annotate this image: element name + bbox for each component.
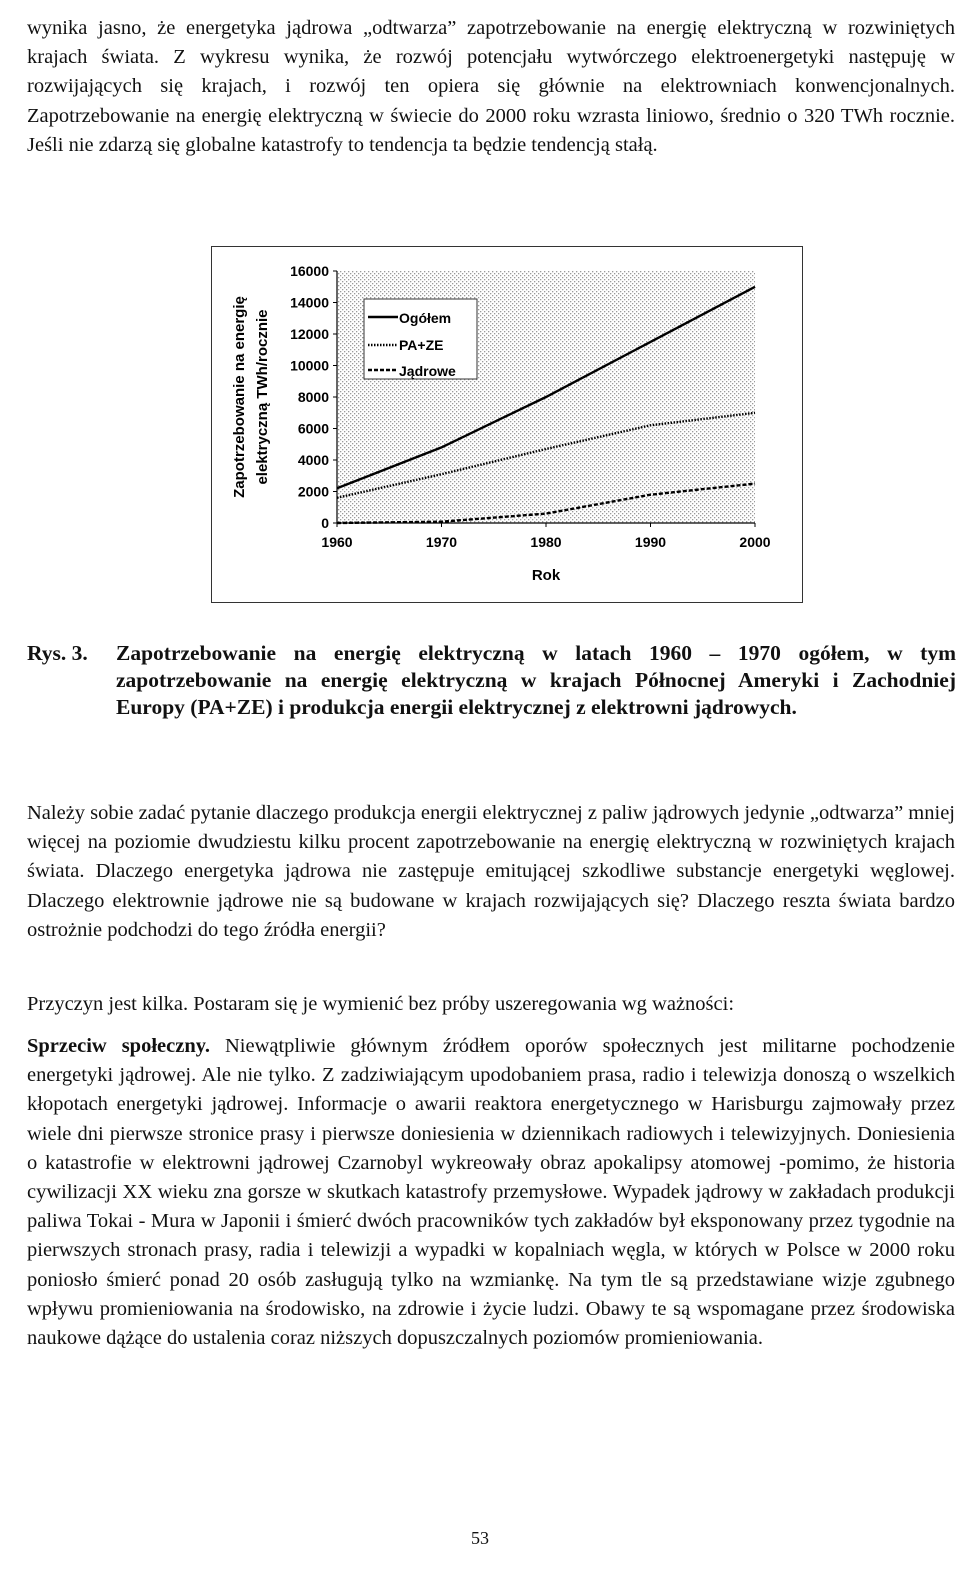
legend bbox=[364, 299, 477, 379]
x-tick-label: 2000 bbox=[739, 534, 771, 550]
y-tick-label: 14000 bbox=[290, 294, 329, 311]
social-opposition-heading: Sprzeciw społeczny. bbox=[27, 1035, 210, 1057]
x-axis-label: Rok bbox=[531, 567, 561, 584]
y-tick-label: 12000 bbox=[290, 326, 329, 342]
x-tick-label: 1980 bbox=[530, 534, 562, 550]
social-opposition-paragraph bbox=[27, 1032, 955, 1353]
x-tick-label: 1970 bbox=[425, 534, 458, 550]
y-tick-label: 16000 bbox=[290, 263, 329, 279]
social-opposition-text: Niewątpliwie głównym źródłem oporów społecznych jest militarne pochodzenie energetyki jądrowej. Ale nie tylko. Z zadziwiającym upodobaniem prasa, radio i telewizja donoszą o wszelkich kłopotach energetyki jądrowej. Informacje o awarii reaktora energetycznego w Harisburgu zajmowały przez wiele dni pierwsze stronice prasy i pierwsze doniesienia w dziennikach radiowych i telewizyjnych. Doniesienia o katastrofie w elektrowni jądrowej Czarnobyl wykreowały obraz apokalipsy atomowej -pomimo, że historia cywilizacji XX wieku zna gorsze w skutkach katastrofy przemysłowe. Wypadek jądrowy w zakładach produkcji paliwa Tokai - Mura w Japonii i śmierć dwóch pracowników tych zakładów był eksponowany przez tygodnie na pierwszych stronach prasy, radia i telewizji a wypadki w kopalniach węgla, w których w Polsce w 2000 roku poniosło śmierć ponad 20 osób zasługują tylko na wzmiankę. Na tym tle są przedstawiane wizje zgubnego wpływu promieniowania na środowisko, na zdrowie i życie ludzi. Obawy te są wspomagane przez środowiska naukowe dążące do ustalenia coraz niższych dopuszczalnych poziomów promieniowania. bbox=[27, 1035, 956, 1350]
page-number: 53 bbox=[471, 1528, 489, 1548]
y-tick-label: 4000 bbox=[297, 452, 329, 468]
figure-caption bbox=[27, 640, 956, 721]
y-tick-label: 10000 bbox=[290, 357, 329, 374]
y-tick-label: 6000 bbox=[297, 420, 329, 437]
legend-label-pa-ze: PA+ZE bbox=[399, 337, 444, 353]
chart-frame bbox=[211, 246, 803, 603]
y-axis-label-line1: Zapotrzebowanie na energię bbox=[231, 296, 248, 498]
legend-label-ogolem: Ogółem bbox=[399, 310, 452, 326]
reasons-intro-paragraph: Przyczyn jest kilka. Postaram się je wymienić bez próby uszeregowania wg ważności: bbox=[27, 993, 735, 1015]
x-tick-label: 1960 bbox=[321, 534, 353, 550]
y-tick-label: 2000 bbox=[297, 483, 329, 500]
intro-paragraph: wynika jasno, że energetyka jądrowa „odtwarza” zapotrzebowanie na energię elektryczną w rozwiniętych krajach świata. Z wykresu wynika, że rozwój potencjału wytwórczego elektroenergetyki następuję w rozwijających się krajach, i rozwój ten opiera się głównie na elektrowniach konwencjonalnych. Zapotrzebowanie na energię elektryczną w świecie do 2000 roku wzrasta liniowo, średnio o 320 TWh rocznie. Jeśli nie zdarzą się globalne katastrofy to tendencja ta będzie tendencją stałą. bbox=[27, 17, 955, 156]
figure-caption-text: Zapotrzebowanie na energię elektryczną w latach 1960 – 1970 ogółem, w tym zapotrzebowanie na energię elektryczną w krajach Północnej Ameryki i Zachodniej Europy (PA+ZE) i produkcja energii elektrycznej z elektrowni jądrowych. bbox=[116, 641, 956, 719]
y-axis-label-line2: elektryczną TWh/rocznie bbox=[254, 309, 271, 485]
x-tick-label: 1990 bbox=[634, 534, 667, 550]
figure-label: Rys. 3. bbox=[27, 641, 88, 665]
y-tick-label: 8000 bbox=[297, 389, 329, 405]
question-paragraph: Należy sobie zadać pytanie dlaczego produkcja energii elektrycznej z paliw jądrowych jedynie „odtwarza” mniej więcej na poziomie dwudziestu kilku procent zapotrzebowanie na energię elektryczną w rozwiniętych krajach świata. Dlaczego energetyka jądrowa nie zastępuje emitującej szkodliwe substancje energetyki węglowej. Dlaczego elektrownie jądrowe nie są budowane w krajach rozwijających się? Dlaczego reszta świata bardzo ostrożnie podchodzi do tego źródła energii? bbox=[27, 802, 955, 941]
y-tick-label: 0 bbox=[321, 515, 329, 531]
energy-demand-chart bbox=[212, 247, 804, 604]
legend-label-jadrowe: Jądrowe bbox=[399, 363, 456, 379]
